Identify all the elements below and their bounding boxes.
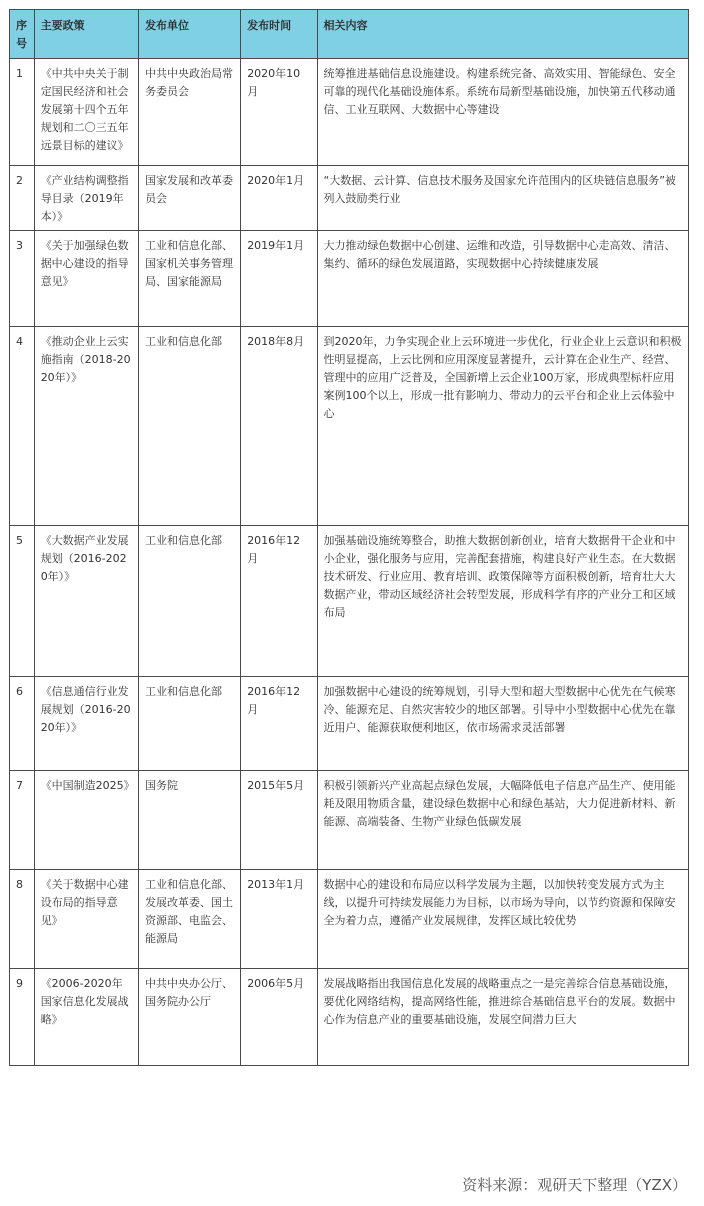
- cell-content: “大数据、云计算、信息技术服务及国家允许范围内的区块链信息服务”被列入鼓励类行业: [317, 166, 689, 231]
- cell-no: 9: [10, 969, 35, 1066]
- cell-no: 6: [10, 677, 35, 771]
- cell-content: 积极引领新兴产业高起点绿色发展，大幅降低电子信息产品生产、使用能耗及限用物质含量，建设绿色数据中心和绿色基站，大力促进新材料、新能源、高端装备、生物产业绿色低碳发展: [317, 771, 689, 870]
- table-row: [10, 327, 689, 526]
- table-row: [10, 59, 689, 166]
- header-content: 相关内容: [317, 10, 689, 59]
- cell-issuer: 工业和信息化部: [139, 327, 241, 526]
- cell-date: 2020年10月: [241, 59, 317, 166]
- cell-date: 2016年12月: [241, 526, 317, 677]
- cell-no: 7: [10, 771, 35, 870]
- table-header-row: [10, 10, 689, 59]
- cell-policy: 《关于数据中心建设布局的指导意见》: [34, 870, 138, 969]
- cell-no: 1: [10, 59, 35, 166]
- cell-date: 2019年1月: [241, 231, 317, 327]
- cell-no: 5: [10, 526, 35, 677]
- cell-policy: 《产业结构调整指导目录（2019年本）》: [34, 166, 138, 231]
- cell-no: 2: [10, 166, 35, 231]
- header-date: 发布时间: [241, 10, 317, 59]
- cell-issuer: 国务院: [139, 771, 241, 870]
- cell-content: 大力推动绿色数据中心创建、运维和改造，引导数据中心走高效、清洁、集约、循环的绿色发展道路，实现数据中心持续健康发展: [317, 231, 689, 327]
- cell-issuer: 中共中央政治局常务委员会: [139, 59, 241, 166]
- cell-date: 2006年5月: [241, 969, 317, 1066]
- cell-policy: 《2006-2020年国家信息化发展战略》: [34, 969, 138, 1066]
- cell-date: 2018年8月: [241, 327, 317, 526]
- source-note: 资料来源：观研天下整理（YZX）: [462, 1176, 687, 1194]
- header-issuer: 发布单位: [139, 10, 241, 59]
- cell-no: 3: [10, 231, 35, 327]
- cell-policy: 《大数据产业发展规划（2016-2020年）》: [34, 526, 138, 677]
- cell-date: 2016年12月: [241, 677, 317, 771]
- cell-content: 加强数据中心建设的统筹规划，引导大型和超大型数据中心优先在气候寒冷、能源充足、自然灾害较少的地区部署。引导中小型数据中心优先在靠近用户、能源获取便利地区，依市场需求灵活部署: [317, 677, 689, 771]
- cell-date: 2015年5月: [241, 771, 317, 870]
- cell-policy: 《中国制造2025》: [34, 771, 138, 870]
- cell-policy: 《推动企业上云实施指南（2018-2020年）》: [34, 327, 138, 526]
- policy-table: [9, 9, 689, 1066]
- cell-no: 8: [10, 870, 35, 969]
- cell-issuer: 中共中央办公厅、国务院办公厅: [139, 969, 241, 1066]
- cell-issuer: 国家发展和改革委员会: [139, 166, 241, 231]
- cell-date: 2013年1月: [241, 870, 317, 969]
- table-row: [10, 526, 689, 677]
- cell-issuer: 工业和信息化部: [139, 526, 241, 677]
- cell-date: 2020年1月: [241, 166, 317, 231]
- header-no: 序号: [10, 10, 35, 59]
- table-row: [10, 677, 689, 771]
- cell-issuer: 工业和信息化部、发展改革委、国土资源部、电监会、能源局: [139, 870, 241, 969]
- cell-issuer: 工业和信息化部: [139, 677, 241, 771]
- cell-no: 4: [10, 327, 35, 526]
- table-row: [10, 771, 689, 870]
- cell-content: 统筹推进基础信息设施建设。构建系统完备、高效实用、智能绿色、安全可靠的现代化基础设施体系。系统布局新型基础设施，加快第五代移动通信、工业互联网、大数据中心等建设: [317, 59, 689, 166]
- cell-policy: 《关于加强绿色数据中心建设的指导意见》: [34, 231, 138, 327]
- table-row: [10, 969, 689, 1066]
- cell-content: 发展战略指出我国信息化发展的战略重点之一是完善综合信息基础设施，要优化网络结构，提高网络性能，推进综合基础信息平台的发展。数据中心作为信息产业的重要基础设施，发展空间潜力巨大: [317, 969, 689, 1066]
- cell-policy: 《信息通信行业发展规划（2016-2020年）》: [34, 677, 138, 771]
- table-row: [10, 231, 689, 327]
- cell-issuer: 工业和信息化部、国家机关事务管理局、国家能源局: [139, 231, 241, 327]
- cell-content: 加强基础设施统筹整合，助推大数据创新创业，培育大数据骨干企业和中小企业，强化服务与应用，完善配套措施，构建良好产业生态。在大数据技术研发、行业应用、教育培训、政策保障等方面积极创新，培育壮大大数据产业，带动区域经济社会转型发展，形成科学有序的产业分工和区域布局: [317, 526, 689, 677]
- table-row: [10, 870, 689, 969]
- cell-content: 数据中心的建设和布局应以科学发展为主题，以加快转变发展方式为主线，以提升可持续发展能力为目标，以市场为导向，以节约资源和保障安全为着力点，遵循产业发展规律，发挥区域比较优势: [317, 870, 689, 969]
- header-policy: 主要政策: [34, 10, 138, 59]
- cell-policy: 《中共中央关于制定国民经济和社会发展第十四个五年规划和二〇三五年远景目标的建议》: [34, 59, 138, 166]
- cell-content: 到2020年，力争实现企业上云环境进一步优化，行业企业上云意识和积极性明显提高，上云比例和应用深度显著提升，云计算在企业生产、经营、管理中的应用广泛普及，全国新增上云企业100万家，形成典型标杆应用案例100个以上，形成一批有影响力、带动力的云平台和企业上云体验中心: [317, 327, 689, 526]
- table-row: [10, 166, 689, 231]
